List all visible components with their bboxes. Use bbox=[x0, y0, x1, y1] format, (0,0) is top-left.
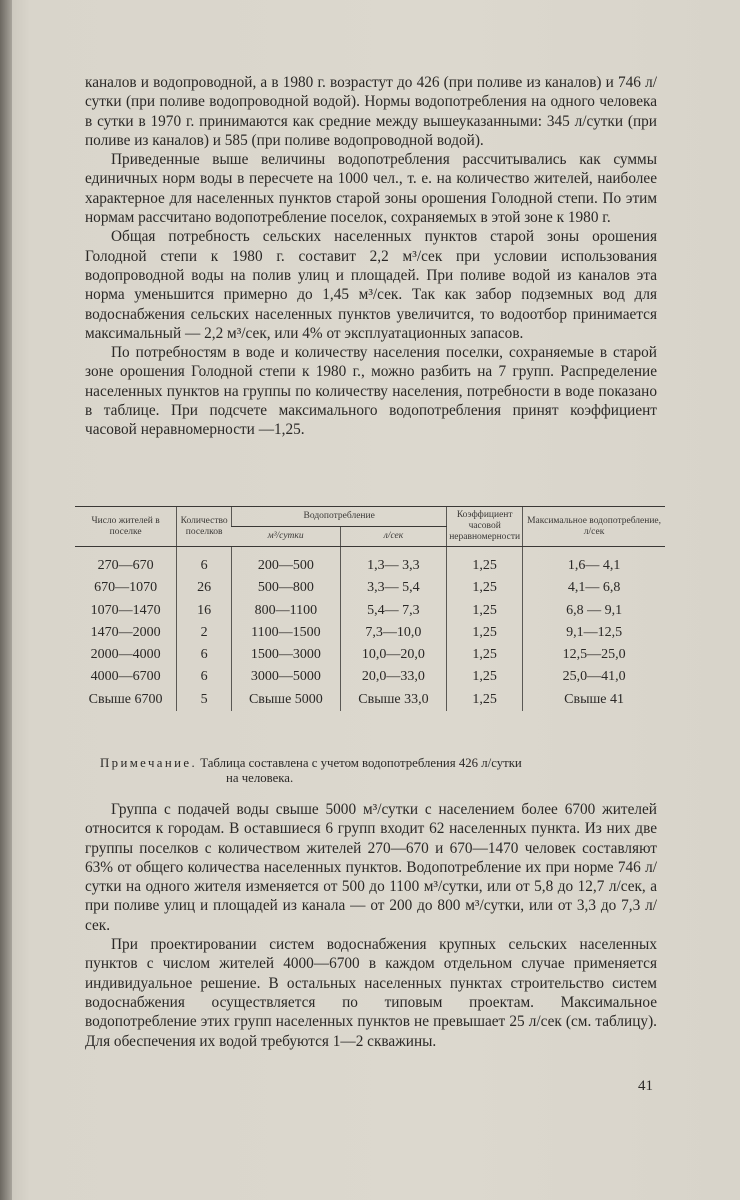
table-cell: 6,8 — 9,1 bbox=[523, 600, 665, 622]
table-row bbox=[75, 577, 665, 599]
table-cell: 1,25 bbox=[447, 644, 523, 666]
table-cell: 10,0—20,0 bbox=[340, 644, 447, 666]
table-row bbox=[75, 644, 665, 666]
note-line-2: на человека. bbox=[226, 771, 294, 785]
table-cell: Свыше 5000 bbox=[232, 689, 341, 711]
paragraph: Группа с подачей воды свыше 5000 м³/сутки с населением более 6700 жителей относится к городам. В оставшиеся 6 групп входит 62 населенных пункта. Из них две группы поселков с количеством жителей 270—670 и 670—1470 человек составляют 63% от общего количества населенных пунктов. Водопотребление их при норме 746 л/сутки на одного жителя изменяется от 500 до 1100 м³/сутки, или от 5,8 до 12,7 л/сек, а при поливе улиц и площадей из канала — от 200 до 800 м³/сутки, или от 3,3 до 7,3 л/сек. bbox=[85, 801, 657, 934]
table-cell: 12,5—25,0 bbox=[523, 644, 665, 666]
table-cell: 1,25 bbox=[447, 689, 523, 711]
paragraph: Приведенные выше величины водопотребления рассчитывались как суммы единичных норм воды в пересчете на 1000 чел., т. е. на количество жителей, наиболее характерное для населенных пунктов старой зоны орошения Голодной степи. По этим нормам рассчитано водопотребление поселок, сохраняемых в этой зоне к 1980 г. bbox=[85, 151, 657, 227]
table-cell: 16 bbox=[177, 600, 232, 622]
table-cell: 3,3— 5,4 bbox=[340, 577, 447, 599]
table-cell: 1,25 bbox=[447, 600, 523, 622]
table-cell: 1,3— 3,3 bbox=[340, 547, 447, 578]
table-cell: 270—670 bbox=[97, 558, 154, 573]
paragraph: При проектировании систем водоснабжения крупных сельских населенных пунктов с числом жителей 4000—6700 в каждом отдельном случае применяется индивидуальное решение. В остальных населенных пунктах строительство систем водоснабжения осуществляется по типовым проектам. Максимальное водопотребление этих групп населенных пунктов не превышает 25 л/сек (см. таблицу). Для обеспечения их водой требуются 1—2 скважины. bbox=[85, 936, 657, 1050]
table-cell: 4,1— 6,8 bbox=[523, 577, 665, 599]
header-count: Количество поселков bbox=[177, 507, 232, 547]
paragraph: каналов и водопроводной, а в 1980 г. возрастут до 426 (при поливе из каналов) и 746 л/сутки (при поливе водопроводной водой). Нормы водопотребления на одного человека в сутки в 1970 г. принимаются как средние между вышеуказанными: 345 л/сутки (при поливе из каналов) и 585 (при поливе водопроводной водой). bbox=[85, 74, 657, 149]
paragraph: По потребностям в воде и количеству населения поселки, сохраняемые в старой зоне орошения Голодной степи к 1980 г., можно разбить на 7 групп. Распределение населенных пунктов на группы по количеству населения, потребности в воде показано в таблице. При подсчете максимального водопотребления принят коэффициент часовой неравномерности —1,25. bbox=[85, 344, 657, 439]
table-cell: 1100—1500 bbox=[232, 622, 341, 644]
table-cell: 5 bbox=[177, 689, 232, 711]
text-block-bottom bbox=[85, 800, 657, 1051]
page-number: 41 bbox=[638, 1078, 653, 1094]
table-cell: 1500—3000 bbox=[232, 644, 341, 666]
table-cell: 1,6— 4,1 bbox=[523, 547, 665, 578]
table-cell: 3000—5000 bbox=[232, 666, 341, 688]
table-cell: 7,3—10,0 bbox=[340, 622, 447, 644]
table-row bbox=[75, 622, 665, 644]
note-line-1: Таблица составлена с учетом водопотребления 426 л/сутки bbox=[200, 756, 522, 770]
table-cell: 26 bbox=[177, 577, 232, 599]
water-consumption-table bbox=[75, 506, 665, 711]
table-cell: 6 bbox=[177, 666, 232, 688]
table-cell: 1070—1470 bbox=[90, 602, 161, 618]
table-cell: 9,1—12,5 bbox=[523, 622, 665, 644]
paragraph: Общая потребность сельских населенных пунктов старой зоны орошения Голодной степи к 1980 г. составит 2,2 м³/сек при условии использования водопроводной воды на полив улиц и площадей. При поливе водой из каналов эта норма уменьшится примерно до 1,45 м³/сек. Так как забор подземных вод для водоснабжения сельских населенных пунктов увеличится, то водоотбор принимается максимальный — 2,2 м³/сек, или 4% от эксплуатационных запасов. bbox=[85, 228, 657, 342]
table-cell: 1,25 bbox=[447, 577, 523, 599]
text-block-top bbox=[85, 73, 657, 440]
table-cell: 1,25 bbox=[447, 622, 523, 644]
table-cell: 25,0—41,0 bbox=[523, 666, 665, 688]
table-cell: 670—1070 bbox=[94, 580, 158, 596]
table-cell: 20,0—33,0 bbox=[340, 666, 447, 688]
table-row bbox=[75, 689, 665, 711]
table-cell: 200—500 bbox=[232, 547, 341, 578]
header-consumption: Водопотребление bbox=[232, 507, 447, 527]
header-coefficient: Коэффициент часовой неравномерности bbox=[447, 507, 523, 547]
table-cell: 2 bbox=[177, 622, 232, 644]
table-cell: 500—800 bbox=[232, 577, 341, 599]
table-row bbox=[75, 666, 665, 688]
header-l-sec: л/сек bbox=[340, 527, 447, 547]
table-cell: Свыше 41 bbox=[523, 689, 665, 711]
table-row bbox=[75, 547, 665, 578]
table-cell: 1470—2000 bbox=[90, 624, 161, 640]
header-m3-day: м³/сутки bbox=[232, 527, 341, 547]
table-row bbox=[75, 600, 665, 622]
table-cell: 5,4— 7,3 bbox=[340, 600, 447, 622]
table-cell: 800—1100 bbox=[232, 600, 341, 622]
table-cell: 6 bbox=[177, 547, 232, 578]
table-note bbox=[100, 756, 660, 786]
table-cell: 2000—4000 bbox=[90, 647, 161, 663]
table-cell: 1,25 bbox=[447, 666, 523, 688]
table-cell: Свыше 6700 bbox=[88, 691, 163, 707]
table-cell: 6 bbox=[177, 644, 232, 666]
table-cell: Свыше 33,0 bbox=[340, 689, 447, 711]
note-label: Примечание. bbox=[100, 756, 198, 770]
book-spine-shadow bbox=[0, 0, 12, 1200]
header-residents: Число жителей в поселке bbox=[75, 507, 177, 547]
header-max-consumption: Максимальное водопотребление, л/сек bbox=[523, 507, 665, 547]
table-cell: 4000—6700 bbox=[90, 669, 161, 685]
table-cell: 1,25 bbox=[447, 547, 523, 578]
